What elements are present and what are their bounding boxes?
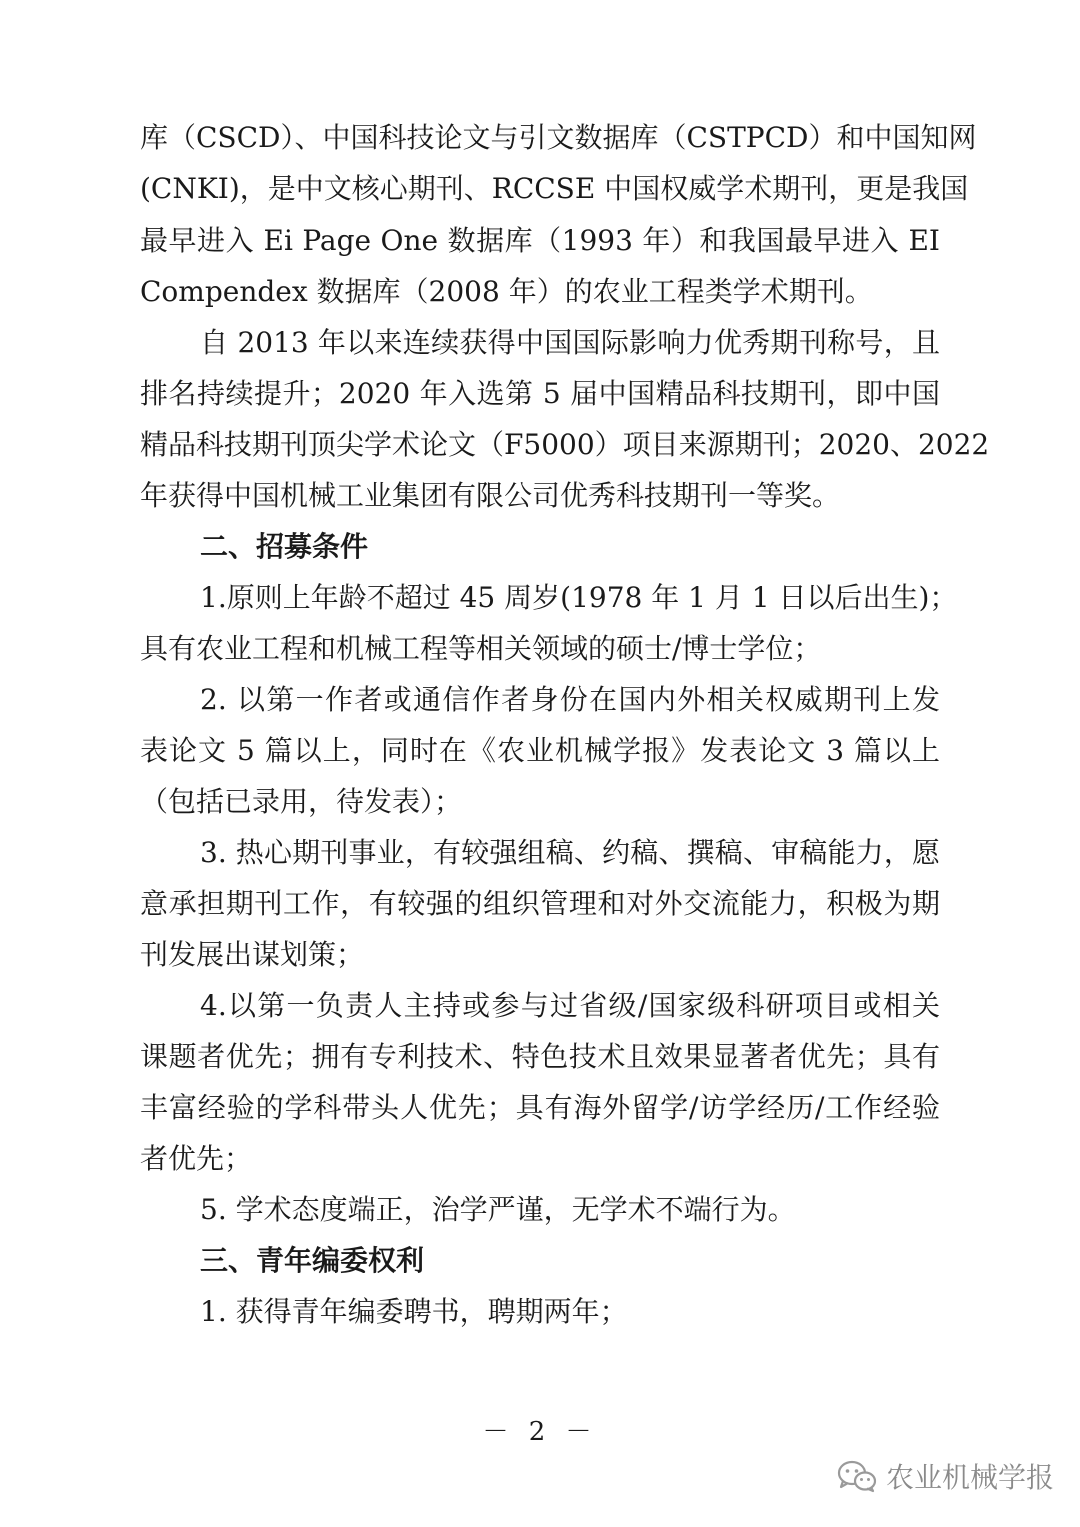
body-line: 最早进入 Ei Page One 数据库（1993 年）和我国最早进入 EI — [140, 224, 940, 257]
body-line: 具有农业工程和机械工程等相关领域的硕士/博士学位； — [140, 632, 822, 665]
body-line: 排名持续提升；2020 年入选第 5 届中国精品科技期刊，即中国 — [140, 377, 940, 410]
body-line: (CNKI)，是中文核心期刊、RCCSE 中国权威学术期刊，更是我国 — [140, 172, 969, 205]
body-line: 1.原则上年龄不超过 45 周岁(1978 年 1 月 1 日以后出生)； — [200, 581, 958, 614]
body-line: 课题者优先；拥有专利技术、特色技术且效果显著者优先；具有 — [140, 1040, 940, 1073]
body-line: 3. 热心期刊事业，有较强组稿、约稿、撰稿、审稿能力，愿 — [200, 836, 940, 869]
watermark — [836, 1456, 1054, 1496]
body-line: 刊发展出谋划策； — [140, 938, 365, 971]
body-line: 1. 获得青年编委聘书，聘期两年； — [200, 1295, 628, 1328]
body-line: 年获得中国机械工业集团有限公司优秀科技期刊一等奖。 — [140, 479, 841, 512]
body-line: 库（CSCD）、中国科技论文与引文数据库（CSTPCD）和中国知网 — [140, 121, 977, 154]
section-heading: 三、青年编委权利 — [200, 1244, 425, 1277]
body-line: 丰富经验的学科带头人优先；具有海外留学/访学经历/工作经验 — [140, 1091, 940, 1124]
body-line: （包括已录用，待发表）； — [140, 785, 463, 818]
page-number: － 2 － — [482, 1417, 598, 1447]
body-line: 意承担期刊工作，有较强的组织管理和对外交流能力，积极为期 — [140, 887, 940, 920]
wechat-icon — [836, 1458, 878, 1494]
body-line: 自 2013 年以来连续获得中国国际影响力优秀期刊称号，且 — [200, 326, 940, 359]
section-heading: 二、招募条件 — [200, 530, 369, 563]
body-line: 4.以第一负责人主持或参与过省级/国家级科研项目或相关 — [200, 989, 940, 1022]
body-line: 精品科技期刊顶尖学术论文（F5000）项目来源期刊；2020、2022 — [140, 428, 990, 461]
body-line: Compendex 数据库（2008 年）的农业工程类学术期刊。 — [140, 275, 873, 308]
watermark-text: 农业机械学报 — [886, 1461, 1055, 1494]
body-line: 2. 以第一作者或通信作者身份在国内外相关权威期刊上发 — [200, 683, 940, 716]
body-line: 5. 学术态度端正，治学严谨，无学术不端行为。 — [200, 1193, 796, 1226]
body-line: 表论文 5 篇以上，同时在《农业机械学报》发表论文 3 篇以上 — [140, 734, 940, 767]
body-line: 者优先； — [140, 1142, 253, 1175]
